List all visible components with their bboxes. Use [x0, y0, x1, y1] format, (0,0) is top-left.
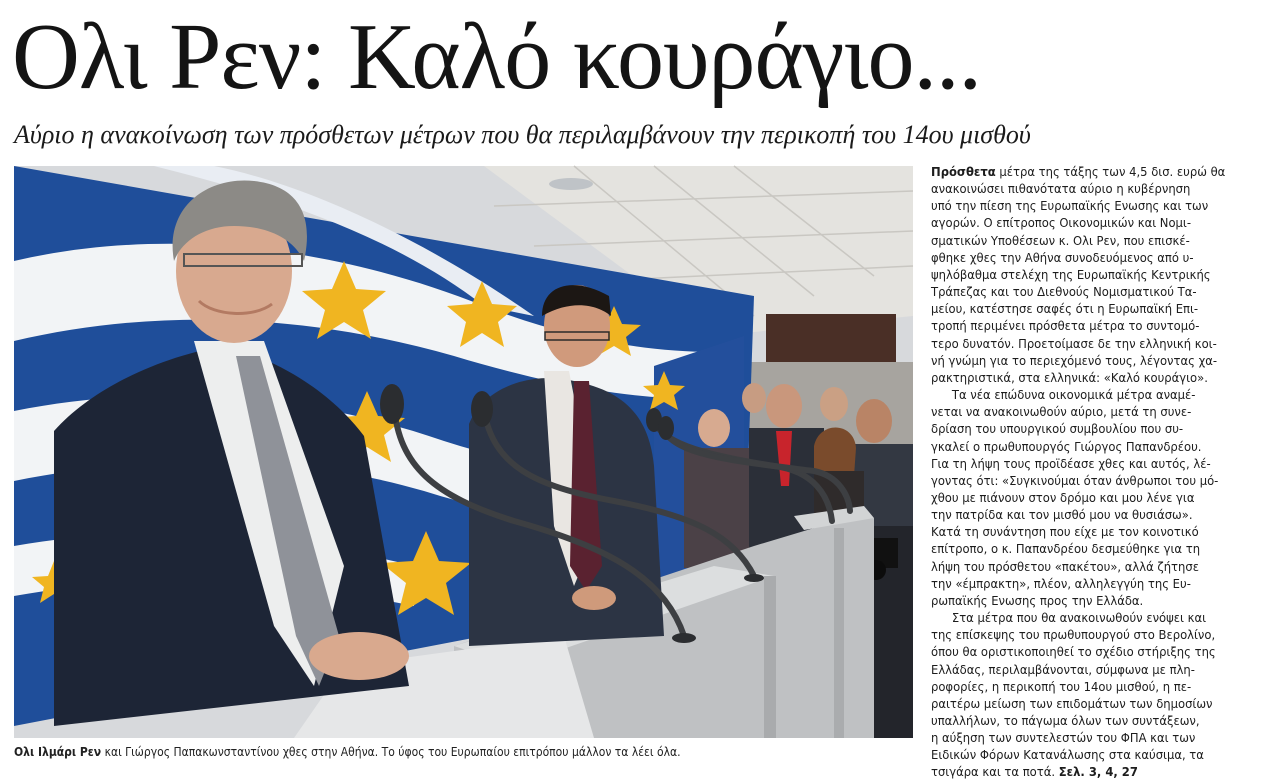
article-line: Στα μέτρα που θα ανακοινωθούν ενόψει και: [951, 611, 1207, 626]
article-line: ροφορίες, η περικοπή του 14ου μισθού, η πε-: [931, 679, 1192, 694]
article-line: ρακτηριστικά, στα ελληνικά: «Καλό κουράγιο».: [931, 370, 1208, 385]
caption-names: Ολι Ιλμάρι Ρεν: [14, 745, 102, 759]
article-line: Πρόσθετα μέτρα της τάξης των 4,5 δισ. ευρώ θα: [931, 165, 1226, 179]
article-line: αγορών. Ο επίτροπος Οικονομικών και Νομι-: [931, 216, 1192, 231]
article-paragraph-3: [931, 610, 1216, 764]
article-line: ρωπαϊκής Ενωσης προς την Ελλάδα.: [931, 593, 1144, 608]
article-line: τροπή περιμένει πρόσθετα μέτρα το συντομό-: [931, 319, 1200, 334]
article-line: την πατρίδα και τον μισθό μου να θυσιάσω».: [931, 508, 1193, 523]
article-paragraph-1: [931, 181, 1218, 387]
article-column: [931, 164, 1226, 780]
article-line: ψηλόβαθμα στελέχη της Ευρωπαϊκής Κεντρικής: [931, 267, 1211, 282]
article-line: ραιτέρω μείωση των επιδομάτων των δημοσίων: [931, 696, 1213, 711]
article-line: Κατά τη συνάντηση που είχε με τον κοινοτικό: [931, 525, 1199, 540]
press-conference-photo: [14, 166, 913, 738]
article-line: Ειδικών Φόρων Κατανάλωσης στα καύσιμα, τα: [931, 748, 1204, 763]
article-line: Ελλάδας, περιλαμβάνονται, σύμφωνα με πλη-: [931, 662, 1195, 677]
article-line: χθου με πιάνουν στον δρόμο και μου λένε για: [931, 490, 1195, 505]
article-line: φθηκε χθες την Αθήνα συνοδευόμενος από υ-: [931, 250, 1194, 265]
article-line: Τράπεζας και του Διεθνούς Νομισματικού Τα-: [931, 285, 1197, 300]
article-line: δρίαση του υπουργικού συμβουλίου που συ-: [931, 422, 1184, 437]
article-line: μείου, κατέστησε σαφές ότι η Ευρωπαϊκή Επι-: [931, 302, 1199, 317]
lead-word: Πρόσθετα: [931, 165, 996, 179]
page-reference: Σελ. 3, 4, 27: [1058, 765, 1138, 780]
article-line: νεται να ανακοινωθούν αύριο, μετά τη συνε-: [931, 405, 1192, 420]
article-line: η αύξηση των συντελεστών του ΦΠΑ και των: [931, 731, 1196, 746]
article-line: της επίσκεψης του πρωθυπουργού στο Βερολίνο,: [931, 628, 1216, 643]
article-line: όπου θα οριστικοποιηθεί το σχέδιο στήριξης της: [931, 645, 1216, 660]
subheadline: Αύριο η ανακοίνωση των πρόσθετων μέτρων που θα περιλαμβάνουν την περικοπή του 14ου μισθού: [14, 120, 1031, 149]
article-line: ανακοινώσει πιθανότατα αύριο η κυβέρνηση: [931, 182, 1191, 197]
article-line: υπαλλήλων, το πάγωμα όλων των συντάξεων,: [931, 714, 1200, 728]
article-line: γκαλεί ο πρωθυπουργός Γιώργος Παπανδρέου.: [931, 439, 1202, 454]
article-line: Για τη λήψη τους προϊδέασε χθες και αυτός, λέ-: [931, 456, 1211, 471]
article-line: την «έμπρακτη», πλέον, αλληλεγγύη της Ευ-: [931, 576, 1191, 591]
article-line: νή γνώμη για το περιεχόμενό τους, λέγοντας χα-: [931, 353, 1218, 368]
article-last-line: τσιγάρα και τα ποτά. Σελ. 3, 4, 27: [931, 765, 1138, 780]
article-line: επίτροπο, ο κ. Παπανδρέου δεσμεύθηκε για τη: [931, 542, 1201, 557]
article-paragraph-2: [931, 387, 1219, 610]
article-line: γοντας ότι: «Συγκινούμαι όταν άνθρωποι του μό-: [931, 473, 1219, 488]
photo-caption: [14, 744, 919, 760]
article-line: Τα νέα επώδυνα οικονομικά μέτρα αναμέ-: [951, 388, 1196, 403]
article-line: λήψη του πρόσθετου «πακέτου», αλλά ζήτησε: [931, 559, 1199, 574]
headline: Ολι Ρεν: Καλό κουράγιο...: [12, 5, 982, 109]
article-line: σματικών Υποθέσεων κ. Ολι Ρεν, που επισκέ-: [931, 233, 1190, 248]
article-line: υπό την πίεση της Ευρωπαϊκής Ενωσης και των: [931, 199, 1209, 214]
article-line: τερο δυνατόν. Προετοίμασε δε την ελληνική κοι-: [931, 336, 1217, 351]
caption-text: και Γιώργος Παπακωνσταντίνου χθες στην Αθήνα. Το ύφος του Ευρωπαίου επιτρόπου μάλλον τα λέει όλα.: [101, 745, 681, 759]
